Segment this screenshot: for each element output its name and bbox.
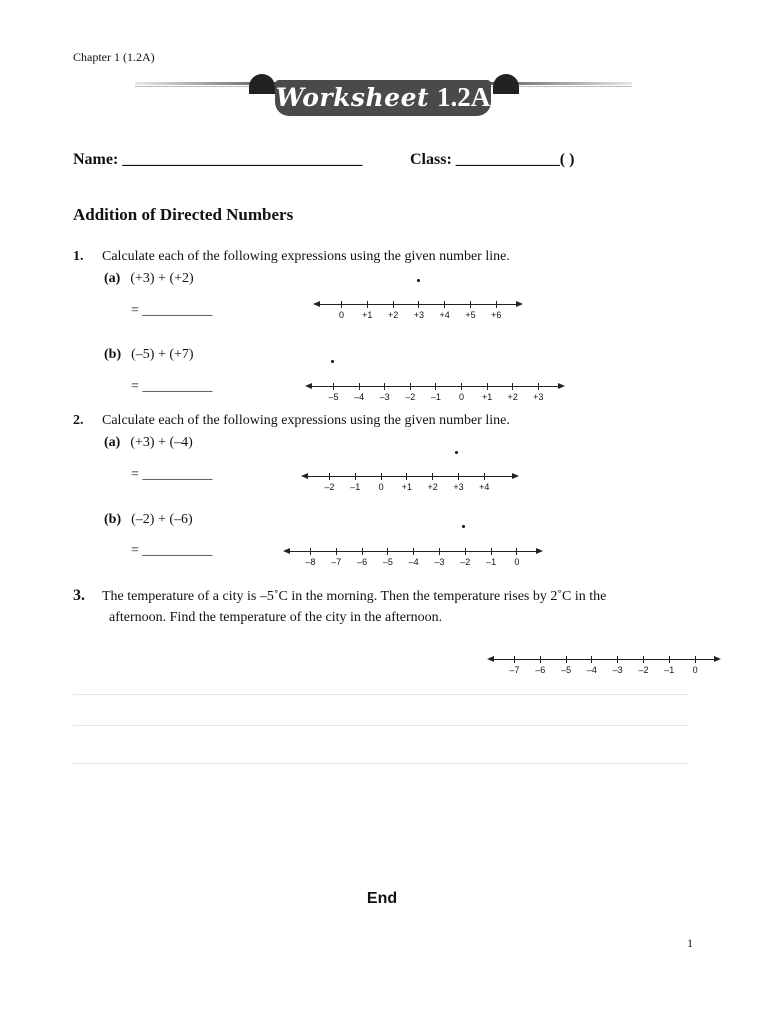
question-1-number: 1. xyxy=(73,249,84,264)
tick-mark xyxy=(367,301,368,308)
marker-dot xyxy=(331,360,334,363)
q2a-expression: (+3) + (–4) xyxy=(130,435,193,450)
question-2-text: Calculate each of the following expressions using the given number line. xyxy=(102,413,510,428)
tick-mark xyxy=(470,301,471,308)
tick-label: +3 xyxy=(533,392,544,402)
tick-mark xyxy=(458,473,459,480)
arrow-right-icon xyxy=(516,301,523,307)
tick-mark xyxy=(484,473,485,480)
q2b-answer-line: = __________ xyxy=(131,543,213,558)
number-line-axis xyxy=(492,659,716,660)
banner-title-box xyxy=(275,80,491,116)
tick-mark xyxy=(465,548,466,555)
tick-label: +2 xyxy=(507,392,518,402)
tick-mark xyxy=(413,548,414,555)
tick-mark xyxy=(362,548,363,555)
tick-mark xyxy=(381,473,382,480)
tick-label: –5 xyxy=(328,392,339,402)
q2a-answer-line: = __________ xyxy=(131,467,213,482)
q1a-answer-line: = __________ xyxy=(131,303,213,318)
question-3-text-line1: The temperature of a city is –5˚C in the morning. Then the temperature rises by 2˚C in the xyxy=(102,589,607,604)
tick-mark xyxy=(410,383,411,390)
tick-label: –2 xyxy=(460,557,471,567)
tick-label: –4 xyxy=(408,557,419,567)
tick-label: –3 xyxy=(612,665,623,675)
tick-label: –6 xyxy=(535,665,546,675)
question-2-number: 2. xyxy=(73,413,84,428)
q1a-expression: (+3) + (+2) xyxy=(130,271,194,286)
tick-mark xyxy=(435,383,436,390)
tick-mark xyxy=(491,548,492,555)
tick-label: +3 xyxy=(413,310,425,320)
tick-label: –2 xyxy=(405,392,416,402)
tick-label: +1 xyxy=(401,482,413,492)
tick-label: 0 xyxy=(458,392,465,402)
tick-label: –5 xyxy=(382,557,393,567)
q1a-label: (a) xyxy=(104,271,121,286)
tick-mark xyxy=(406,473,407,480)
tick-label: –2 xyxy=(324,482,335,492)
banner-cap-left xyxy=(249,74,275,94)
tick-label: 0 xyxy=(692,665,698,675)
q1b-answer-line: = __________ xyxy=(131,379,213,394)
tick-label: –2 xyxy=(638,665,649,675)
tick-label: –8 xyxy=(305,557,316,567)
tick-mark xyxy=(538,383,539,390)
marker-dot xyxy=(417,279,420,282)
arrow-right-icon xyxy=(714,656,721,662)
q1a-part xyxy=(104,271,194,287)
tick-mark xyxy=(643,656,644,663)
tick-mark xyxy=(566,656,567,663)
tick-mark xyxy=(355,473,356,480)
tick-mark xyxy=(387,548,388,555)
tick-label: +4 xyxy=(439,310,450,320)
tick-mark xyxy=(695,656,696,663)
banner-number: 1.2A xyxy=(437,82,491,112)
tick-label: –7 xyxy=(331,557,342,567)
banner-word: Worksheet xyxy=(275,83,430,112)
tick-mark xyxy=(496,301,497,308)
tick-label: –5 xyxy=(561,665,572,675)
tick-label: +5 xyxy=(465,310,476,320)
q1b-expression: (–5) + (+7) xyxy=(131,347,194,362)
arrow-left-icon xyxy=(487,656,494,662)
tick-label: –1 xyxy=(486,557,497,567)
arrow-right-icon xyxy=(558,383,565,389)
tick-label: –1 xyxy=(664,665,675,675)
question-1-text: Calculate each of the following expressions using the given number line. xyxy=(102,249,510,264)
tick-label: 0 xyxy=(514,557,520,567)
marker-dot xyxy=(455,451,458,454)
tick-mark xyxy=(591,656,592,663)
tick-mark xyxy=(310,548,311,555)
q2a-part xyxy=(104,435,193,451)
tick-label: 0 xyxy=(338,310,345,320)
chapter-label: Chapter 1 (1.2A) xyxy=(73,50,155,64)
q1b-part xyxy=(104,347,194,363)
q2a-label: (a) xyxy=(104,435,121,450)
question-3-text-line2: afternoon. Find the temperature of the city in the afternoon. xyxy=(109,610,443,625)
answer-rule-3 xyxy=(73,763,688,764)
tick-mark xyxy=(418,301,419,308)
tick-label: –7 xyxy=(509,665,520,675)
tick-mark xyxy=(512,383,513,390)
tick-label: +4 xyxy=(479,482,490,492)
tick-mark xyxy=(514,656,515,663)
tick-label: +2 xyxy=(427,482,438,492)
tick-mark xyxy=(329,473,330,480)
tick-label: +3 xyxy=(453,482,464,492)
tick-mark xyxy=(461,383,462,390)
tick-label: 0 xyxy=(378,482,384,492)
banner-cap-right xyxy=(493,74,519,94)
worksheet-banner xyxy=(135,72,632,118)
tick-mark xyxy=(341,301,342,308)
q1b-label: (b) xyxy=(104,347,122,362)
q2b-part xyxy=(104,512,193,528)
arrow-left-icon xyxy=(283,548,290,554)
section-title: Addition of Directed Numbers xyxy=(73,205,294,224)
tick-label: +1 xyxy=(481,392,493,402)
tick-mark xyxy=(359,383,360,390)
tick-mark xyxy=(384,383,385,390)
marker-dot xyxy=(462,525,465,528)
tick-label: –3 xyxy=(434,557,445,567)
tick-label: +1 xyxy=(362,310,373,320)
tick-mark xyxy=(333,383,334,390)
tick-mark xyxy=(439,548,440,555)
tick-mark xyxy=(669,656,670,663)
tick-label: –4 xyxy=(586,665,597,675)
tick-label: –3 xyxy=(379,392,390,402)
tick-label: +2 xyxy=(387,310,399,320)
tick-label: –4 xyxy=(354,392,365,402)
tick-mark xyxy=(487,383,488,390)
number-line-axis xyxy=(306,476,514,477)
answer-rule-1 xyxy=(73,694,688,695)
arrow-left-icon xyxy=(313,301,320,307)
end-label: End xyxy=(366,890,398,907)
tick-label: –1 xyxy=(430,392,441,402)
answer-rule-2 xyxy=(73,725,688,726)
tick-mark xyxy=(444,301,445,308)
tick-mark xyxy=(617,656,618,663)
q2b-expression: (–2) + (–6) xyxy=(131,512,193,527)
tick-mark xyxy=(336,548,337,555)
class-field: Class: _____________( ) xyxy=(410,151,575,168)
page-number: 1 xyxy=(687,936,693,950)
tick-mark xyxy=(540,656,541,663)
arrow-left-icon xyxy=(301,473,308,479)
tick-mark xyxy=(432,473,433,480)
tick-label: –6 xyxy=(357,557,368,567)
name-field: Name: ______________________________ xyxy=(73,151,363,168)
tick-label: –1 xyxy=(350,482,361,492)
question-3-number: 3. xyxy=(73,587,85,604)
arrow-right-icon xyxy=(536,548,543,554)
tick-mark xyxy=(393,301,394,308)
tick-label: +6 xyxy=(491,310,502,320)
q2b-label: (b) xyxy=(104,512,122,527)
tick-mark xyxy=(516,548,517,555)
arrow-right-icon xyxy=(512,473,519,479)
arrow-left-icon xyxy=(305,383,312,389)
